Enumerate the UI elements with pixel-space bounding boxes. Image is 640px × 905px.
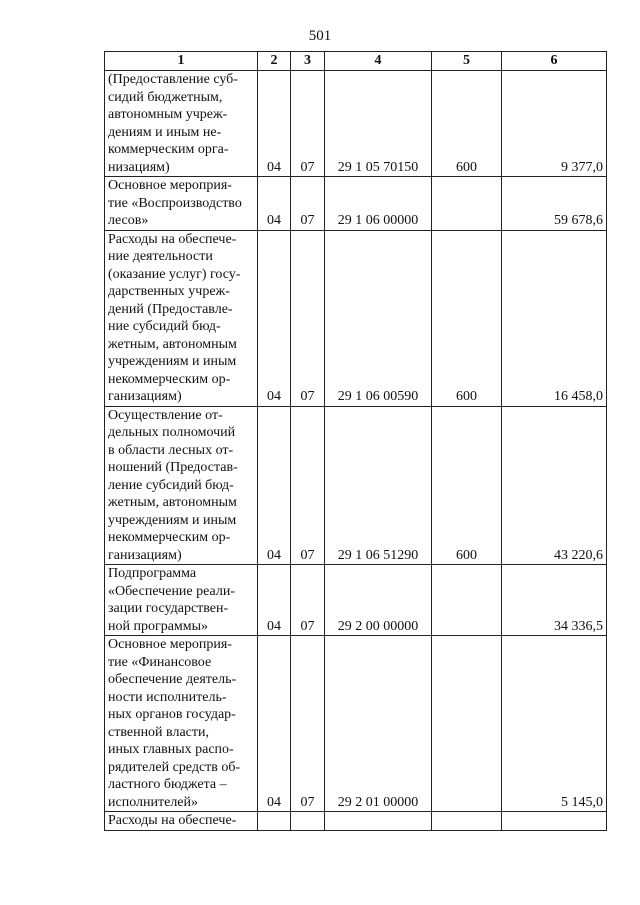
table-row xyxy=(105,565,607,636)
table-row xyxy=(105,636,607,812)
expense-type-cell xyxy=(432,812,502,831)
row-name-line: (Предоставление суб- xyxy=(108,72,238,87)
row-name-line: учреждениям и иным xyxy=(108,512,237,528)
section-cell: 04 xyxy=(258,565,291,636)
row-name-line: автономным учреж- xyxy=(108,107,228,122)
subsection-cell xyxy=(291,812,325,831)
amount-cell: 34 336,5 xyxy=(502,565,607,636)
subsection-cell: 07 xyxy=(291,230,325,406)
amount-cell: 43 220,6 xyxy=(502,406,607,565)
section-cell: 04 xyxy=(258,230,291,406)
row-name-line: ношений (Предостав- xyxy=(108,460,238,475)
section-cell: 04 xyxy=(258,636,291,812)
row-name-line: ных органов государ- xyxy=(108,707,236,722)
header-row xyxy=(105,52,607,71)
row-name-line: ности исполнитель- xyxy=(108,689,227,705)
amount-cell: 5 145,0 xyxy=(502,636,607,812)
row-name-line: Расходы на обеспече- xyxy=(108,231,237,247)
row-name-line: иных главных распо- xyxy=(108,742,234,757)
expense-type-cell: 600 xyxy=(432,406,502,565)
expense-type-cell: 600 xyxy=(432,230,502,406)
header-col-1: 1 xyxy=(105,52,258,71)
header-col-4: 4 xyxy=(325,52,432,71)
row-name-line: Расходы на обеспече- xyxy=(108,813,237,828)
row-name-line: рядителей средств об- xyxy=(108,759,241,775)
row-name-line: некоммерческим ор- xyxy=(108,530,231,545)
row-name-line: жетным, автономным xyxy=(108,495,237,510)
row-name-line: сидий бюджетным, xyxy=(108,89,223,105)
row-name-line: Основное мероприя- xyxy=(108,637,232,652)
target-article-cell: 29 1 06 00590 xyxy=(325,230,432,406)
section-cell xyxy=(258,812,291,831)
row-name-line: коммерческим орга- xyxy=(108,142,229,157)
table-row xyxy=(105,812,607,831)
row-name-line: дарственных учреж- xyxy=(108,284,230,299)
row-name-line: лесов» xyxy=(108,213,149,228)
target-article-cell: 29 2 00 00000 xyxy=(325,565,432,636)
row-name-line: в области лесных от- xyxy=(108,442,234,458)
page-number: 501 xyxy=(308,28,332,44)
header-col-6: 6 xyxy=(502,52,607,71)
target-article-cell: 29 1 05 70150 xyxy=(325,71,432,177)
row-name-line: обеспечение деятель- xyxy=(108,672,237,687)
header-col-5: 5 xyxy=(432,52,502,71)
subsection-cell: 07 xyxy=(291,177,325,231)
expense-type-cell xyxy=(432,177,502,231)
row-name-cell xyxy=(105,812,258,831)
row-name-cell xyxy=(105,230,258,406)
row-name-line: ластного бюджета – xyxy=(108,777,227,792)
row-name-line: низациям) xyxy=(108,159,170,175)
subsection-cell: 07 xyxy=(291,406,325,565)
expense-type-cell xyxy=(432,636,502,812)
subsection-cell: 07 xyxy=(291,636,325,812)
row-name-line: ление субсидий бюд- xyxy=(108,477,234,493)
row-name-cell xyxy=(105,636,258,812)
amount-cell: 9 377,0 xyxy=(502,71,607,177)
target-article-cell xyxy=(325,812,432,831)
row-name-line: дениям и иным не- xyxy=(108,124,222,140)
header-col-3: 3 xyxy=(291,52,325,71)
header-col-2: 2 xyxy=(258,52,291,71)
row-name-line: Осуществление от- xyxy=(108,407,223,423)
row-name-line: исполнителей» xyxy=(108,794,199,810)
budget-table xyxy=(104,51,607,831)
row-name-line: зации государствен- xyxy=(108,601,229,616)
row-name-cell xyxy=(105,406,258,565)
expense-type-cell xyxy=(432,565,502,636)
row-name-line: ганизациям) xyxy=(108,389,182,404)
row-name-line: тие «Воспроизводство xyxy=(108,195,242,211)
section-cell: 04 xyxy=(258,406,291,565)
expense-type-cell: 600 xyxy=(432,71,502,177)
row-name-line: дельных полномочий xyxy=(108,425,236,440)
target-article-cell: 29 1 06 51290 xyxy=(325,406,432,565)
row-name-line: некоммерческим ор- xyxy=(108,371,231,387)
table-row xyxy=(105,230,607,406)
row-name-line: ние деятельности xyxy=(108,249,213,264)
row-name-line: ние субсидий бюд- xyxy=(108,319,221,334)
row-name-line: «Обеспечение реали- xyxy=(108,583,235,599)
row-name-line: ной программы» xyxy=(108,618,209,634)
amount-cell: 16 458,0 xyxy=(502,230,607,406)
amount-cell: 59 678,6 xyxy=(502,177,607,231)
row-name-line: ганизациям) xyxy=(108,547,182,563)
section-cell: 04 xyxy=(258,177,291,231)
row-name-cell xyxy=(105,565,258,636)
row-name-line: Основное мероприя- xyxy=(108,178,232,193)
row-name-line: жетным, автономным xyxy=(108,336,237,352)
row-name-line: ственной власти, xyxy=(108,724,210,740)
target-article-cell: 29 2 01 00000 xyxy=(325,636,432,812)
row-name-line: тие «Финансовое xyxy=(108,654,212,670)
amount-cell xyxy=(502,812,607,831)
subsection-cell: 07 xyxy=(291,71,325,177)
row-name-cell xyxy=(105,177,258,231)
table-row xyxy=(105,71,607,177)
target-article-cell: 29 1 06 00000 xyxy=(325,177,432,231)
subsection-cell: 07 xyxy=(291,565,325,636)
section-cell: 04 xyxy=(258,71,291,177)
row-name-line: учреждениям и иным xyxy=(108,354,237,369)
table-row xyxy=(105,177,607,231)
table-row xyxy=(105,406,607,565)
row-name-line: дений (Предоставле- xyxy=(108,301,233,317)
row-name-cell xyxy=(105,71,258,177)
row-name-line: Подпрограмма xyxy=(108,566,197,581)
row-name-line: (оказание услуг) госу- xyxy=(108,266,241,282)
